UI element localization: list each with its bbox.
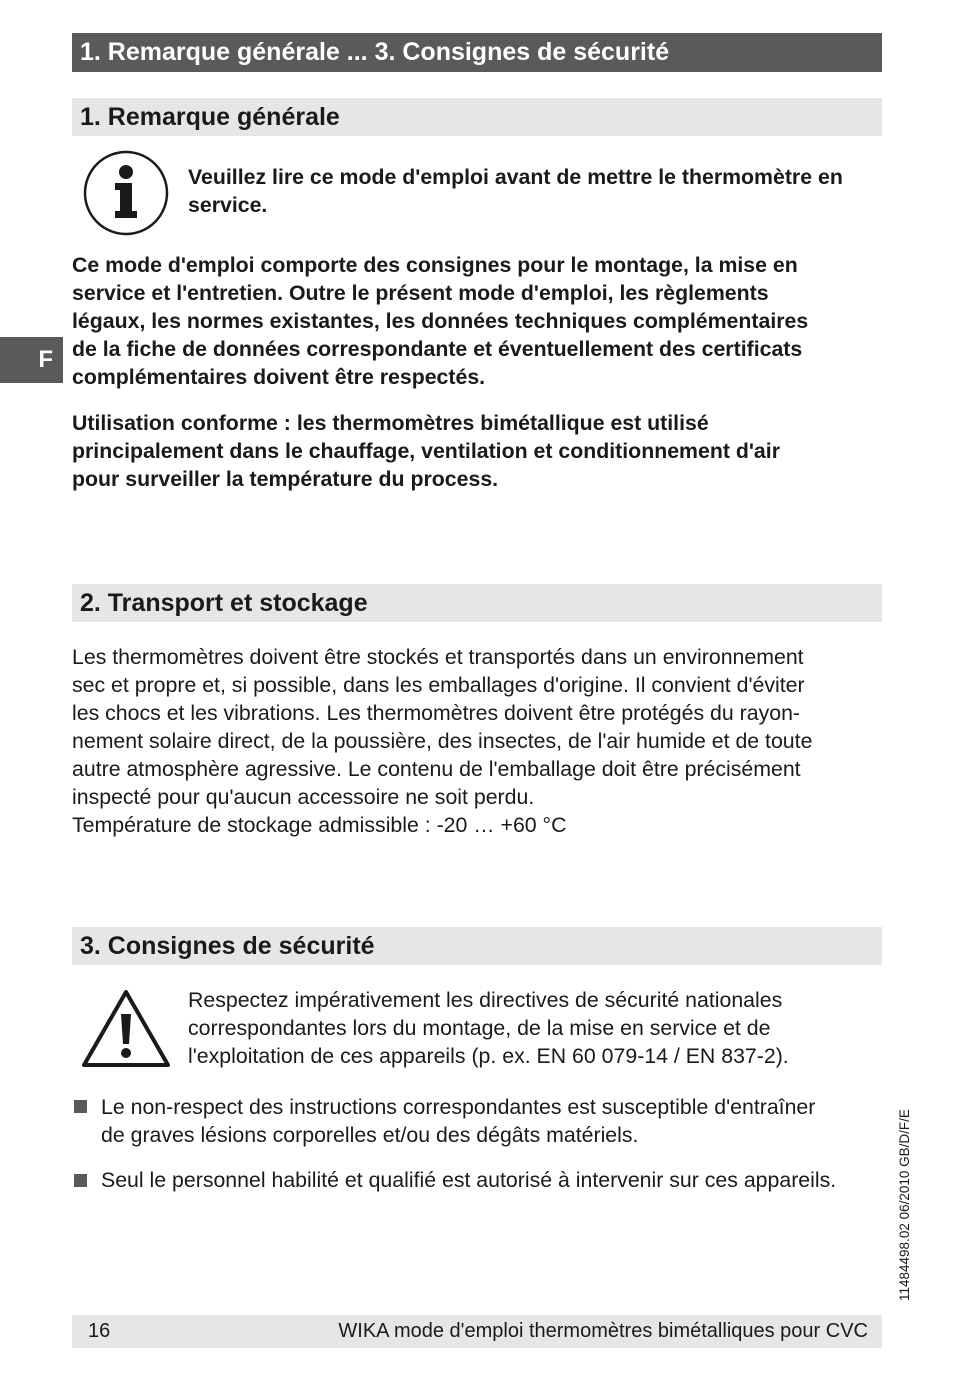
section-heading-transport: 2. Transport et stockage <box>72 584 882 622</box>
text-line: sec et propre et, si possible, dans les emballages d'origine. Il convient d'éviter <box>72 673 805 697</box>
intro-note: Veuillez lire ce mode d'emploi avant de mettre le thermomètre en service. <box>188 165 843 217</box>
text-line: Température de stockage admissible : -20 … +60 °C <box>72 813 567 837</box>
section-heading-remarque: 1. Remarque générale <box>72 98 882 136</box>
text-line: Le non-respect des instructions correspondantes est susceptible d'entraîner <box>101 1095 816 1119</box>
general-paragraph <box>72 251 882 391</box>
list-item <box>101 1166 901 1194</box>
info-icon <box>82 149 170 237</box>
bullet-square-icon <box>74 1174 87 1187</box>
text-line: inspecté pour qu'aucun accessoire ne soit perdu. <box>72 785 535 809</box>
text-line: pour surveiller la température du process. <box>72 467 499 491</box>
list-item <box>101 1093 891 1149</box>
text-line: Respectez impérativement les directives de sécurité nationales <box>188 988 783 1012</box>
text-line: l'exploitation de ces appareils (p. ex. EN 60 079-14 / EN 837-2). <box>188 1044 789 1068</box>
transport-paragraph <box>72 643 882 839</box>
footer-title: WIKA mode d'emploi thermomètres bimétalliques pour CVC <box>338 1320 868 1342</box>
text-line: nement solaire direct, de la poussière, des insectes, de l'air humide et de toute <box>72 729 813 753</box>
text-line: Seul le personnel habilité et qualifié est autorisé à intervenir sur ces appareils. <box>101 1168 837 1192</box>
safety-warning-text <box>188 986 878 1070</box>
document-code <box>895 1086 919 1301</box>
text-line: principalement dans le chauffage, ventilation et conditionnement d'air <box>72 439 780 463</box>
document-code-text: 11484498.02 06/2010 GB/D/F/E <box>897 1109 912 1301</box>
text-line: légaux, les normes existantes, les données techniques complémentaires <box>72 309 809 333</box>
text-line: complémentaires doivent être respectés. <box>72 365 486 389</box>
intended-use-paragraph <box>72 409 882 493</box>
warning-icon <box>80 987 172 1069</box>
bullet-square-icon <box>74 1100 87 1113</box>
text-line: correspondantes lors du montage, de la mise en service et de <box>188 1016 771 1040</box>
page-header-title: 1. Remarque générale ... 3. Consignes de sécurité <box>72 33 882 72</box>
page-number: 16 <box>88 1320 111 1342</box>
text-line: de graves lésions corporelles et/ou des dégâts matériels. <box>101 1123 639 1147</box>
text-line: autre atmosphère agressive. Le contenu de l'emballage doit être précisément <box>72 757 801 781</box>
page-footer <box>72 1315 882 1348</box>
text-line: service et l'entretien. Outre le présent mode d'emploi, les règlements <box>72 281 769 305</box>
section-heading-securite: 3. Consignes de sécurité <box>72 927 882 965</box>
text-line: les chocs et les vibrations. Les thermomètres doivent être protégés du rayon- <box>72 701 801 725</box>
text-line: Utilisation conforme : les thermomètres bimétallique est utilisé <box>72 411 709 435</box>
text-line: Les thermomètres doivent être stockés et transportés dans un environnement <box>72 645 804 669</box>
text-line: de la fiche de données correspondante et éventuellement des certificats <box>72 337 803 361</box>
text-line: Ce mode d'emploi comporte des consignes pour le montage, la mise en <box>72 253 798 277</box>
language-tab: F <box>0 337 63 383</box>
